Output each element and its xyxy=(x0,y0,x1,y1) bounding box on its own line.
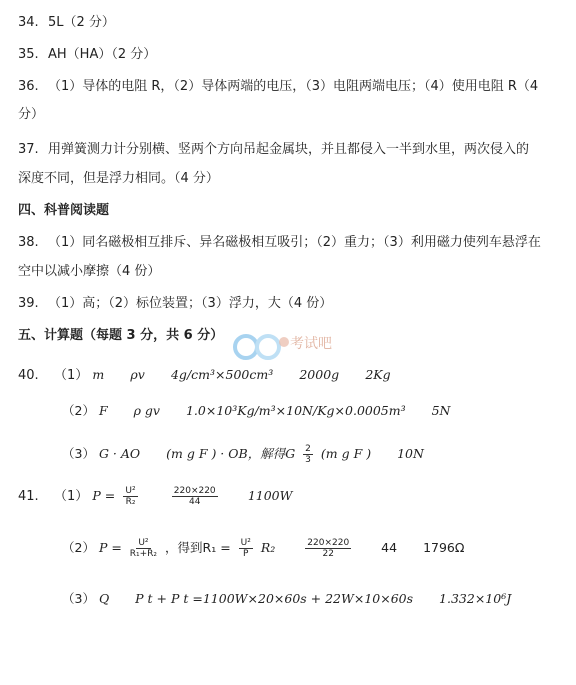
watermark-logo xyxy=(228,330,348,364)
buoyancy-symbol: F xyxy=(98,403,108,418)
part-label: （3） xyxy=(62,446,95,461)
answer-36 xyxy=(18,78,538,96)
part-label: （1） xyxy=(54,368,89,383)
question-number: 40. xyxy=(18,368,39,383)
power-symbol: P = xyxy=(98,540,122,555)
formula-buoyancy: ρ gv xyxy=(133,403,160,418)
answer-40-part-1 xyxy=(18,366,391,385)
formula-density-volume: ρv xyxy=(130,367,145,382)
solve-mass-term: (m g xyxy=(320,446,350,461)
part-label: （1） xyxy=(54,489,89,504)
answer-39 xyxy=(18,295,332,313)
answer-38 xyxy=(18,234,541,252)
part-label: （2） xyxy=(62,403,95,418)
power-formula-fraction: $\frac{\text{U²}}{\text{R₂}}$ xyxy=(125,486,136,507)
answer-text: （1）导体的电阻 R，（2）导体两端的电压，（3）电阻两端电压；（4）使用电阻 R（4 xyxy=(48,79,539,94)
answer-41-part-1 xyxy=(18,486,292,507)
section-heading-5: 五、计算题（每题 3 分，共 6 分） xyxy=(18,328,224,343)
part-label: （2） xyxy=(62,540,95,555)
question-number: 36. xyxy=(18,79,39,94)
result-ohms: 1796Ω xyxy=(423,540,465,555)
question-number: 35. xyxy=(18,47,39,62)
section-heading-4: 四、科普阅读题 xyxy=(18,203,110,218)
question-number: 39. xyxy=(18,296,39,311)
lever-right-term: F ) · OB，解得G xyxy=(198,446,296,461)
answer-38-continued: 空中以减小摩擦（4 份） xyxy=(18,264,161,279)
formula-substitution: 1.0×10³Kg/m³×10N/Kg×0.0005m³ xyxy=(185,403,406,418)
energy-formula: P t + P t =1100W×20×60s + 22W×10×60s xyxy=(135,591,414,606)
answer-text: 用弹簧测力计分别横、竖两个方向吊起金属块，并且都侵入一半到水里，两次侵入的 xyxy=(48,142,530,157)
formula-substitution: 4g/cm³×500cm³ xyxy=(170,367,274,382)
answer-40-part-3 xyxy=(62,444,424,465)
result-newtons: 10N xyxy=(397,446,424,461)
resistance-formula-fraction: $\frac{\text{U²}}{P}$ xyxy=(240,538,251,559)
question-number: 34. xyxy=(18,15,39,30)
answer-text: 5L（2 分） xyxy=(48,15,115,30)
part-label: （3） xyxy=(62,591,95,606)
derive-text: ，得到R₁ = xyxy=(165,540,231,555)
result-joules: 1.332×10⁶J xyxy=(439,591,512,606)
answer-text: AH（HA）（2 分） xyxy=(48,47,157,62)
power-formula-fraction: $\frac{\text{U²}}{\text{R₁+R₂}}$ xyxy=(129,538,158,559)
result-kilograms: 2Kg xyxy=(365,367,391,382)
answer-37-continued: 深度不同，但是浮力相同。（4 分） xyxy=(18,171,219,186)
answer-35 xyxy=(18,46,156,64)
question-number: 37. xyxy=(18,142,39,157)
power-symbol: P = xyxy=(92,488,116,503)
result-watts: 1100W xyxy=(247,488,293,503)
question-number: 41. xyxy=(18,489,39,504)
substitution-fraction: $\frac{220\times 220}{22}$ xyxy=(307,538,350,559)
mass-symbol: m xyxy=(92,367,105,382)
answer-34 xyxy=(18,14,115,32)
substitution-fraction: $\frac{220\times 220}{44}$ xyxy=(173,486,216,507)
answer-text: （1）高；（2）标位装置；（3）浮力，大（4 份） xyxy=(48,296,333,311)
answer-40-part-2 xyxy=(62,402,451,420)
question-number: 38. xyxy=(18,235,39,250)
answer-36-continued: 分） xyxy=(18,107,45,122)
answer-41-part-2 xyxy=(62,538,464,559)
result-grams: 2000g xyxy=(299,367,340,382)
resistor-r2: R₂ xyxy=(260,540,276,555)
result-newtons: 5N xyxy=(431,403,451,418)
lever-left-term: G · AO xyxy=(98,446,141,461)
heat-symbol: Q xyxy=(98,591,110,606)
answer-37 xyxy=(18,141,529,159)
watermark-text: 考试吧 xyxy=(290,336,332,352)
answer-text: （1）同名磁极相互排斥、异名磁极相互吸引；（2）重力；（3）利用磁力使列车悬浮在 xyxy=(48,235,541,250)
answer-41-part-3 xyxy=(62,590,511,608)
solve-force-term: F ) xyxy=(353,446,372,461)
lever-mass-term: (m g xyxy=(166,446,195,461)
ratio-fraction: $\frac{2}{3}$ xyxy=(305,444,311,465)
value-44: 44 xyxy=(381,540,398,555)
